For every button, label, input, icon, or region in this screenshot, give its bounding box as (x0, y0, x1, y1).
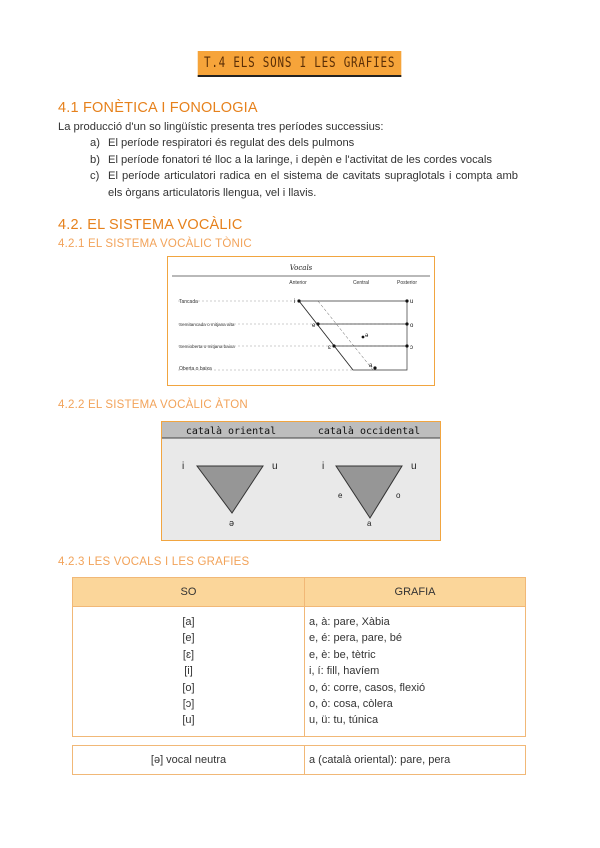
subheading-tonic: 4.2.1 EL SISTEMA VOCÀLIC TÒNIC (58, 238, 252, 250)
occidental-vowel-u: u (411, 461, 417, 472)
list-marker: b) (90, 153, 100, 166)
trapezoid-outline (299, 301, 407, 370)
oriental-vowel-i: i (182, 461, 185, 472)
vowel-dot-open-e (332, 344, 335, 347)
row-label-semitancada: Semitancada o mitjana alta (179, 322, 235, 327)
section-heading-vocalic: 4.2. EL SISTEMA VOCÀLIC (58, 217, 243, 233)
list-item (90, 152, 518, 169)
list-marker: c) (90, 170, 100, 182)
tonic-vowel-figure (167, 256, 435, 386)
title-container (0, 51, 600, 77)
vowel-label-schwa: ə (365, 333, 369, 339)
list-marker: a) (90, 137, 100, 149)
column-label-posterior: Posterior (396, 280, 418, 286)
graphy-value: e, è: be, tètric (309, 648, 376, 661)
vowel-dot-a (373, 366, 376, 369)
schwa-table (72, 745, 526, 775)
graphy-value: e, é: pera, pare, bé (309, 632, 402, 645)
sound-value: [i] (184, 665, 193, 678)
periods-list (90, 135, 518, 201)
vowel-dot-e (316, 322, 319, 325)
vowel-dot-o (405, 322, 408, 325)
sounds-cell (73, 607, 305, 737)
row-label-oberta: Oberta o baixa (179, 366, 212, 372)
header-so: SO (73, 578, 305, 607)
vowel-label-o: o (410, 323, 414, 329)
column-label-anterior: Anterior (289, 280, 307, 286)
subheading-vocals-grafies: 4.2.3 LES VOCALS I LES GRAFIES (58, 556, 250, 568)
graphy-value: a, à: pare, Xàbia (309, 616, 390, 628)
list-item (90, 135, 518, 152)
oriental-vowel-schwa: ə (229, 518, 235, 528)
list-item (90, 168, 518, 201)
graphies-cell (305, 607, 526, 737)
sound-value: [o] (182, 681, 195, 694)
atonic-vowel-chart (162, 422, 440, 540)
subheading-aton: 4.2.2 EL SISTEMA VOCÀLIC ÀTON (58, 399, 248, 411)
vowel-label-e: e (312, 323, 316, 329)
page-title: T.4 ELS SONS I LES GRAFIES (198, 51, 402, 77)
list-item-text: El període fonatori té lloc a la laringe, i depèn e l'activitat de les cordes vocals (108, 153, 492, 166)
list-item-text: El període articulatori radica en el sistema de cavitats supraglotals i compta amb els òrgans articulatoris llengua, vel i llavis. (108, 170, 518, 199)
figure1-title: Vocals (289, 264, 313, 272)
vowel-label-i: i (294, 299, 296, 305)
trapezoid-front-edge (299, 301, 353, 370)
tonic-vowel-chart (168, 257, 434, 385)
table-row (73, 607, 526, 737)
figure2-background (162, 422, 440, 540)
table-header-row (73, 578, 526, 607)
graphy-value: u, ü: tu, túnica (309, 714, 379, 727)
vowel-label-a: a (369, 363, 373, 369)
sound-value: [u] (182, 714, 195, 727)
vowel-label-open-o: ɔ (410, 345, 413, 351)
sound-value: [a] (182, 616, 195, 628)
oriental-vowel-u: u (272, 461, 278, 472)
label-catala-oriental: català oriental (185, 426, 277, 437)
occidental-vowel-e: e (338, 491, 343, 500)
schwa-sound-cell: [ə] vocal neutra (73, 746, 305, 775)
vowel-label-u: u (410, 299, 414, 305)
occidental-vowel-o: o (396, 491, 401, 500)
sound-value: [ɔ] (182, 698, 195, 711)
column-label-central: Central (352, 280, 370, 286)
sound-value: [e] (182, 632, 195, 645)
intro-paragraph: La producció d'un so lingüístic presenta tres períodes successius: (58, 121, 384, 133)
vowel-dot-u (405, 299, 408, 302)
schwa-graphy-cell: a (català oriental): pare, pera (305, 746, 526, 775)
vowels-graphies-table (72, 577, 526, 737)
atonic-vowel-figure (161, 421, 441, 541)
vowel-dot-schwa (362, 336, 365, 339)
vowel-label-open-e: ɛ (328, 345, 331, 351)
header-grafia: GRAFIA (305, 578, 526, 607)
vowel-dot-i (297, 299, 300, 302)
occidental-vowel-i: i (322, 461, 325, 472)
label-catala-occidental: català occidental (317, 426, 421, 437)
occidental-vowel-a: a (367, 519, 372, 528)
row-label-semioberta: Semioberta o mitjana baixa (179, 344, 235, 349)
section-heading-fonetica: 4.1 FONÈTICA I FONOLOGIA (58, 100, 258, 116)
row-label-tancada: Tancada (179, 299, 198, 305)
vowel-dot-open-o (405, 344, 408, 347)
graphy-value: i, í: fill, havíem (309, 665, 380, 678)
list-item-text: El període respiratori és regulat des dels pulmons (108, 137, 355, 149)
graphy-value: o, ò: cosa, còlera (309, 698, 393, 711)
graphy-value: o, ó: corre, casos, flexió (309, 681, 426, 694)
sound-value: [ɛ] (182, 648, 195, 661)
table-row (73, 746, 526, 775)
